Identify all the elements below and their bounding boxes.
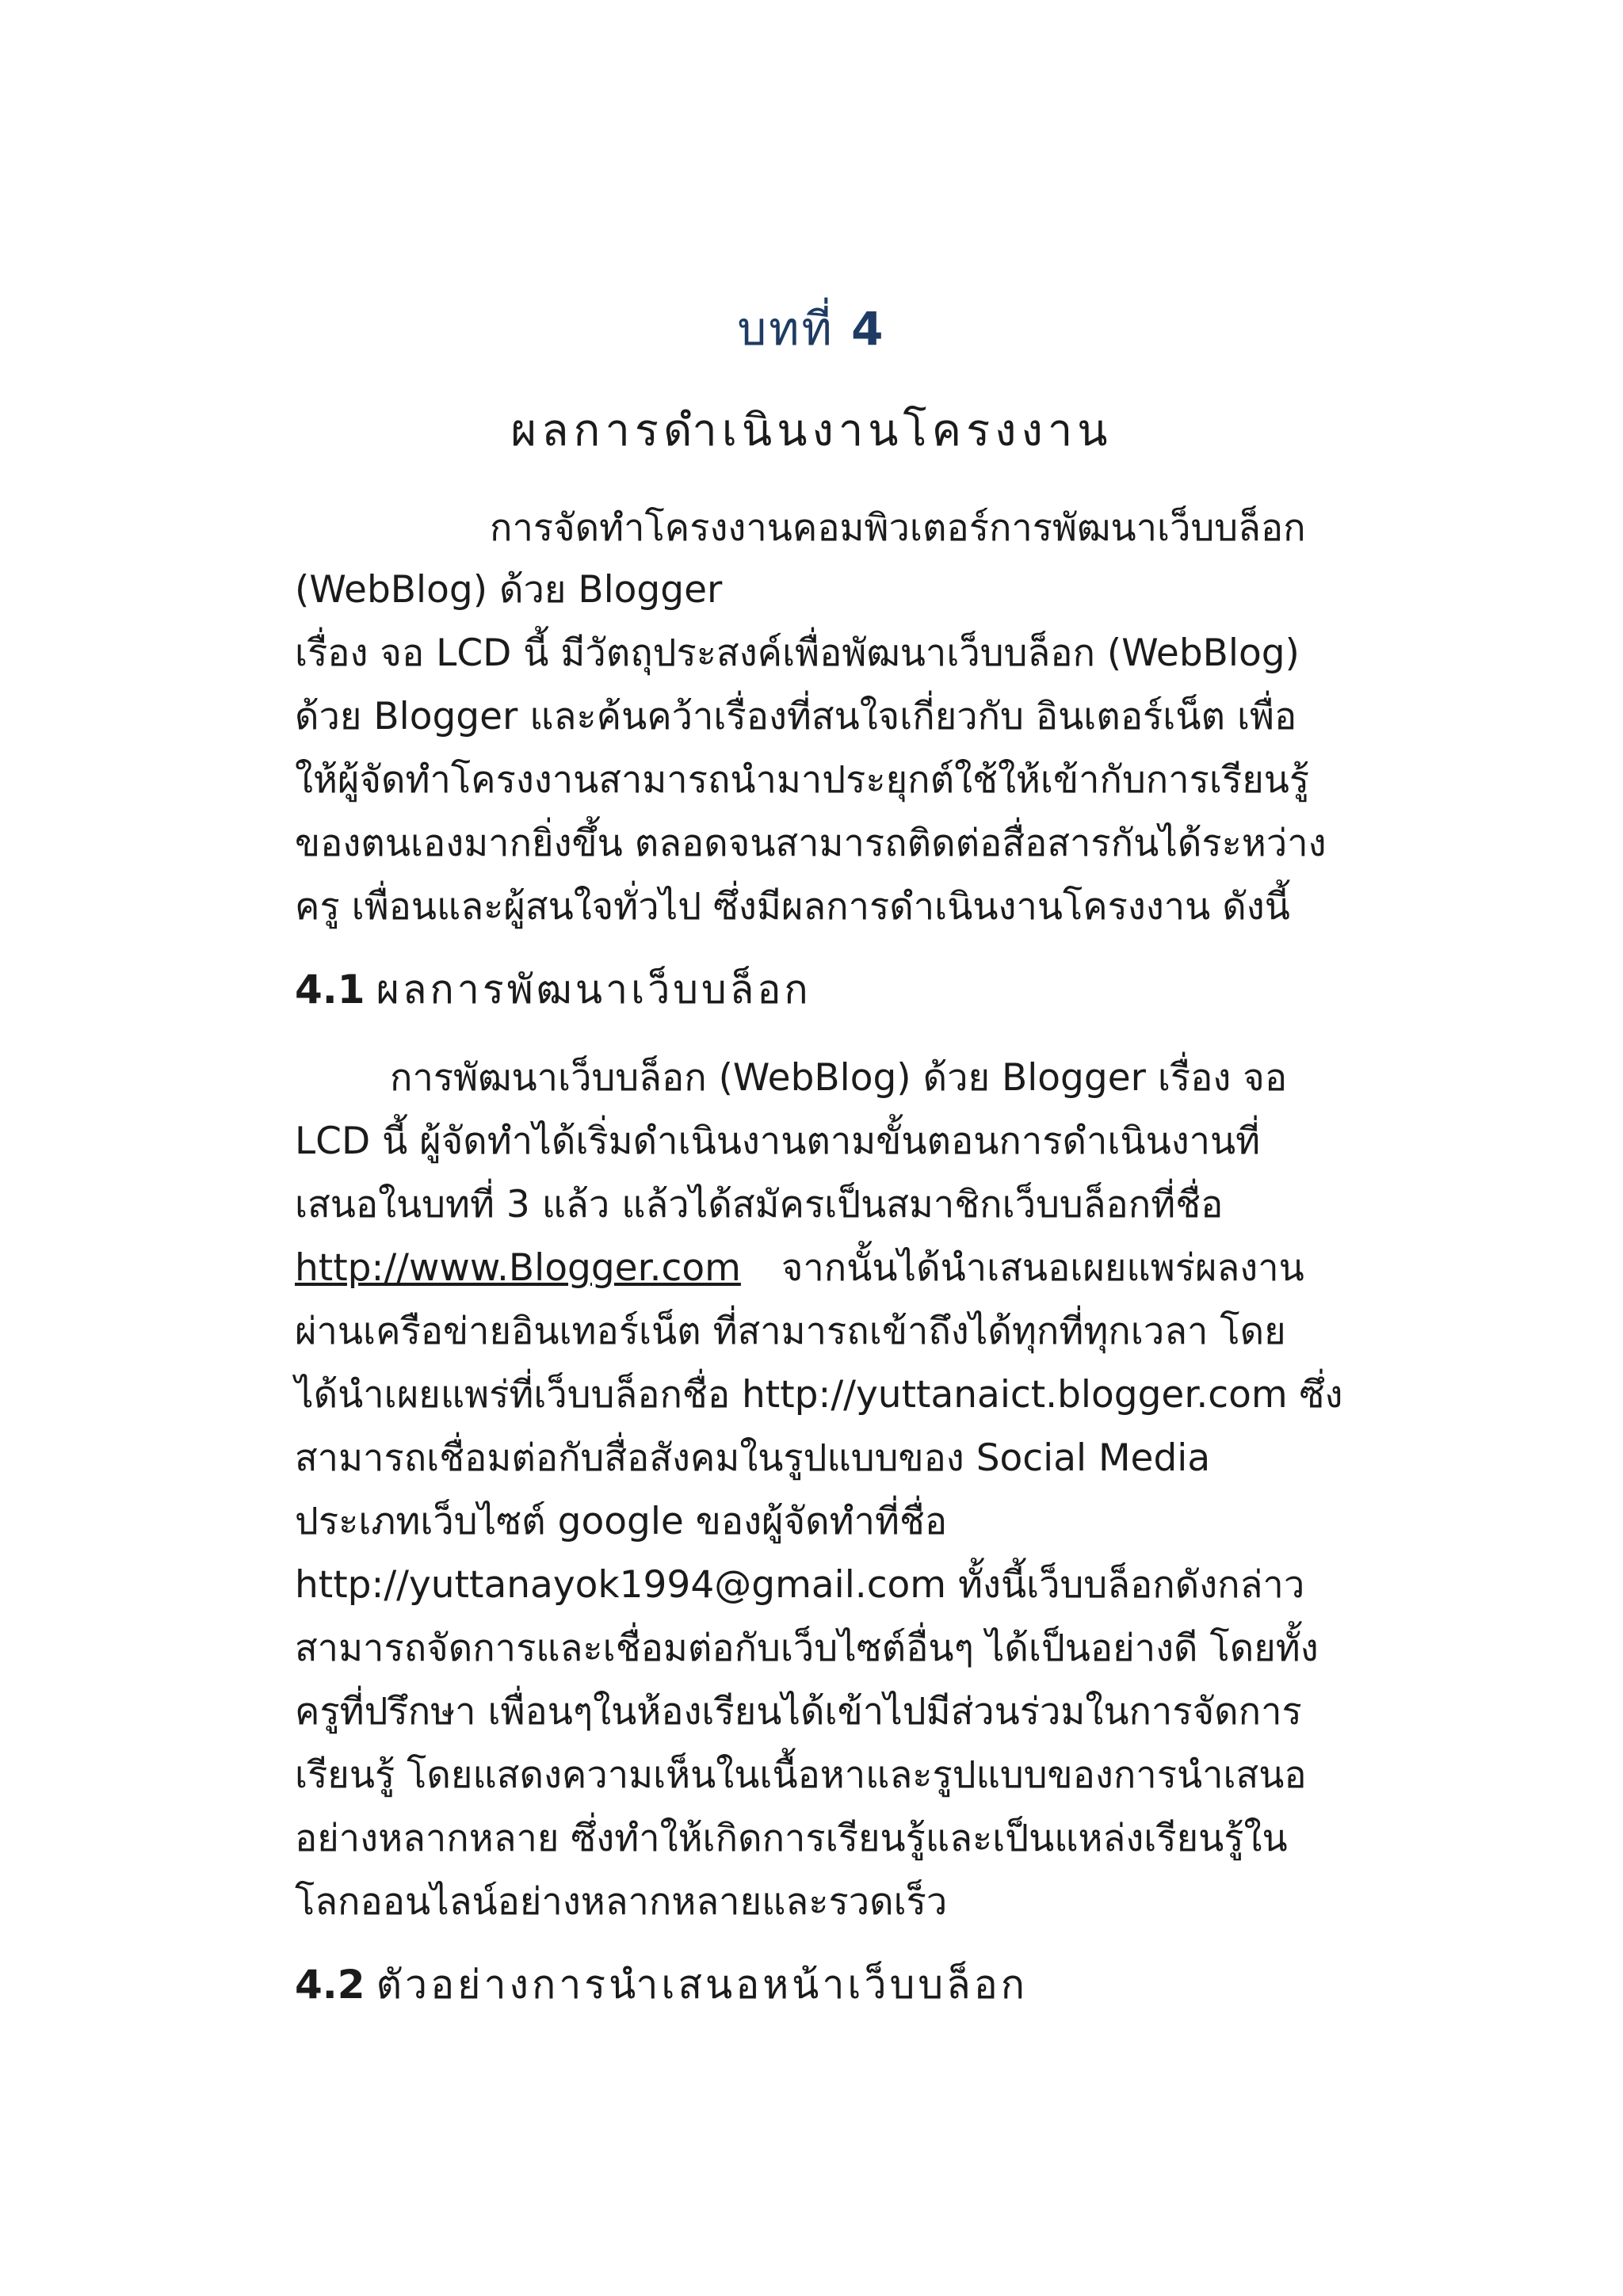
intro-line: เรื่อง จอ LCD นี้ มีวัตถุประสงค์เพื่อพัฒนาเว็บบล็อก (WebBlog) xyxy=(295,631,1300,675)
section1-line: ผ่านเครือข่ายอินเทอร์เน็ต ที่สามารถเข้าถึงได้ทุกที่ทุกเวลา โดย xyxy=(295,1310,1286,1353)
intro-line: (WebBlog) ด้วย Blogger xyxy=(295,568,723,612)
intro-line: ของตนเองมากยิ่งขึ้น ตลอดจนสามารถติดต่อสื่อสารกันได้ระหว่าง xyxy=(295,822,1327,865)
section1-line: ครูที่ปรึกษา เพื่อนๆในห้องเรียนได้เข้าไปมีส่วนร่วมในการจัดการ xyxy=(295,1690,1302,1733)
section1-line: http://yuttanayok1994@gmail.com ทั้งนี้เว็บบล็อกดังกล่าว xyxy=(295,1563,1305,1607)
intro-line: ให้ผู้จัดทำโครงงานสามารถนำมาประยุกต์ใช้ให้เข้ากับการเรียนรู้ xyxy=(295,758,1310,802)
section-title: ตัวอย่างการนำเสนอหน้าเว็บบล็อก xyxy=(376,1962,1029,2008)
section-number: 4.1 xyxy=(295,967,365,1013)
section-title: ผลการพัฒนาเว็บบล็อก xyxy=(376,967,812,1013)
section1-line: ได้นำเผยแพร่ที่เว็บบล็อกชื่อ http://yuttanaict.blogger.com ซึ่ง xyxy=(295,1373,1343,1417)
section-heading-4-1 xyxy=(295,959,812,1021)
section1-line: เรียนรู้ โดยแสดงความเห็นในเนื้อหาและรูปแบบของการนำเสนอ xyxy=(295,1753,1307,1797)
intro-line: ด้วย Blogger และค้นคว้าเรื่องที่สนใจเกี่ยวกับ อินเตอร์เน็ต เพื่อ xyxy=(295,695,1297,738)
section1-link-line xyxy=(295,1238,1304,1297)
chapter-number: 4 xyxy=(851,302,886,356)
section1-line: LCD นี้ ผู้จัดทำได้เริ่มดำเนินงานตามขั้นตอนการดำเนินงานที่ xyxy=(295,1119,1261,1163)
intro-line: การจัดทำโครงงานคอมพิวเตอร์การพัฒนาเว็บบล็อก xyxy=(490,506,1306,550)
blogger-link[interactable]: http://www.Blogger.com xyxy=(295,1246,741,1290)
intro-line: ครู เพื่อนและผู้สนใจทั่วไป ซึ่งมีผลการดำเนินงานโครงงาน ดังนี้ xyxy=(295,885,1290,929)
chapter-heading xyxy=(0,292,1623,365)
section1-line: สามารถจัดการและเชื่อมต่อกับเว็บไซต์อื่นๆ ได้เป็นอย่างดี โดยทั้ง xyxy=(295,1627,1319,1670)
section1-line: การพัฒนาเว็บบล็อก (WebBlog) ด้วย Blogger เรื่อง จอ xyxy=(390,1056,1288,1100)
section1-line: อย่างหลากหลาย ซึ่งทำให้เกิดการเรียนรู้และเป็นแหล่งเรียนรู้ใน xyxy=(295,1817,1288,1860)
section1-line: เสนอในบทที่ 3 แล้ว แล้วได้สมัครเป็นสมาชิกเว็บบล็อกที่ชื่อ xyxy=(295,1183,1224,1226)
chapter-label: บทที่ xyxy=(737,302,834,356)
section-heading-4-2 xyxy=(295,1954,1028,2016)
section-number: 4.2 xyxy=(295,1962,365,2008)
section1-line: ประเภทเว็บไซต์ google ของผู้จัดทำที่ชื่อ xyxy=(295,1500,948,1543)
chapter-title: ผลการดำเนินงานโครงงาน xyxy=(510,405,1113,456)
section1-link-trailing: จากนั้นได้นำเสนอเผยแพร่ผลงาน xyxy=(781,1246,1304,1290)
section1-line: โลกออนไลน์อย่างหลากหลายและรวดเร็ว xyxy=(295,1880,948,1924)
section1-line: สามารถเชื่อมต่อกับสื่อสังคมในรูปแบบของ Social Media xyxy=(295,1436,1211,1480)
